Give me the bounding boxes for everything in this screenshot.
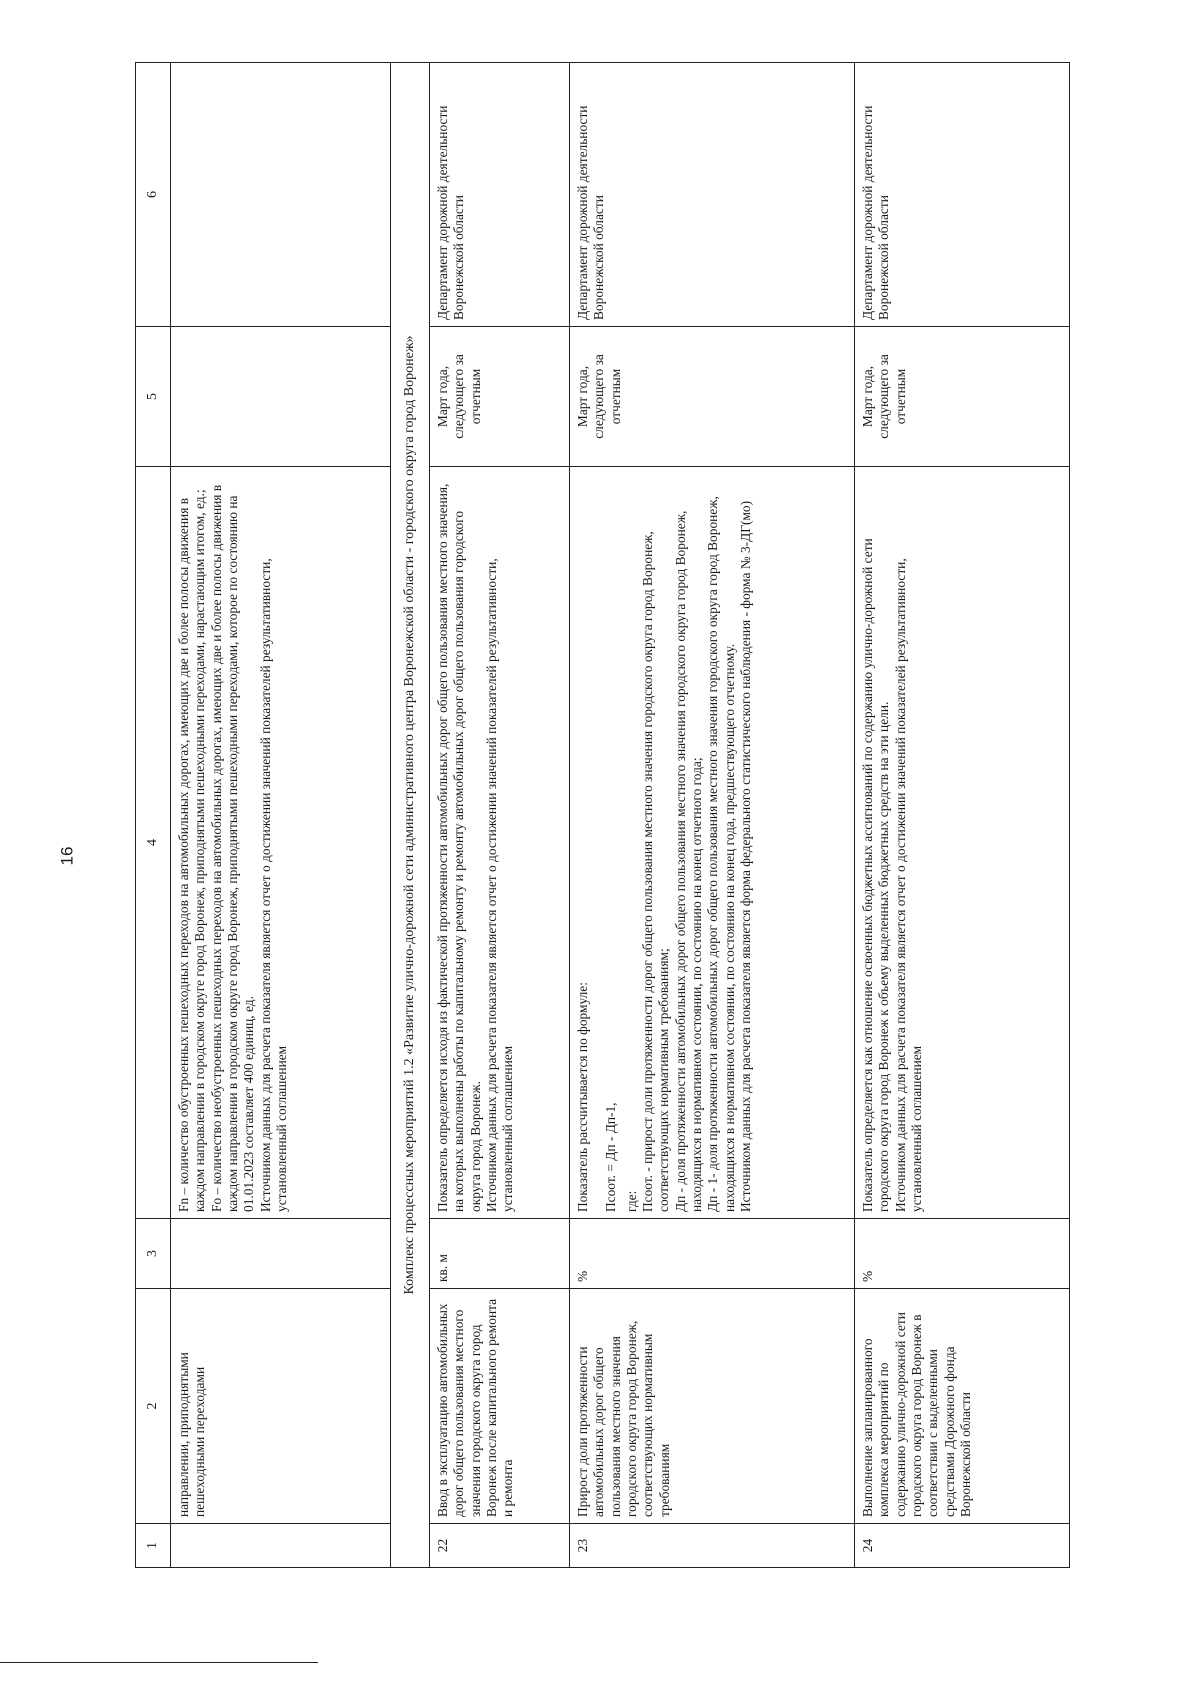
table-row [855, 63, 1070, 1568]
unit-cell: % [570, 1219, 855, 1289]
responsible-cell: Департамент дорожной деятельности Воронежской области [855, 63, 1070, 327]
method-cell [430, 467, 570, 1219]
header-cell-3: 3 [136, 1219, 171, 1289]
header-cell-1: 1 [136, 1524, 171, 1568]
row-number [171, 1524, 391, 1568]
section-row [391, 63, 430, 1568]
responsible-cell [171, 63, 391, 327]
unit-cell [171, 1219, 391, 1289]
method-line: Источником данных для расчета показателя является отчет о достижении значений показателей результативности, установленный соглашением [257, 558, 290, 1212]
method-cell [171, 467, 391, 1219]
unit-cell: кв. м [430, 1219, 570, 1289]
unit-cell: % [855, 1219, 1070, 1289]
term-cell [171, 327, 391, 467]
method-cell [855, 467, 1070, 1219]
indicator-name: Ввод в эксплуатацию автомобильных дорог общего пользования местного значения городского округа город Воронеж после капитального ремонта и ремонта [430, 1289, 570, 1524]
responsible-cell: Департамент дорожной деятельности Воронежской области [430, 63, 570, 327]
header-cell-2: 2 [136, 1289, 171, 1524]
bottom-rule [0, 1662, 318, 1663]
method-line: Fo – количество необустроенных пешеходных переходов на автомобильных дорогах, имеющих две и более полосы движения в каждом направлении в городском округе город Воронеж, приподнятыми пешеходными переходами, которое по состоянию на 01.01.2023 составляет 400 единиц, ед. [208, 484, 257, 1212]
term-cell: Март года, следующего за отчетным [570, 327, 855, 467]
method-line: Псоот. - прирост доли протяженности дорог общего пользования местного значения городского округа город Воронеж, соответствующих нормативным требованиям; [640, 531, 672, 1212]
method-line: Источником данных для расчета показателя является отчет о достижении значений показателей результативности, установленный соглашением [892, 558, 925, 1212]
page-number: 16 [57, 846, 77, 866]
indicator-name: Прирост доли протяженности автомобильных дорог общего пользования местного значения городского округа город Воронеж, соответствующих нормативным требованиям [570, 1289, 855, 1524]
term-cell: Март года, следующего за отчетным [430, 327, 570, 467]
indicator-name: направлении, приподнятыми пешеходными переходами [171, 1289, 391, 1524]
indicator-name: Выполнение запланированного комплекса мероприятий по содержанию улично-дорожной сети городского округа город Воронеж в соответствии с выделенными средствами Дорожного фонда Воронежской области [855, 1289, 1070, 1524]
method-line: Источником данных для расчета показателя является форма федерального статистического наблюдения - форма № 3-ДГ(мо) [738, 500, 754, 1212]
table-row [570, 63, 855, 1568]
row-number: 22 [430, 1524, 570, 1568]
section-title: Комплекс процессных мероприятий 1.2 «Развитие улично-дорожной сети административного центра Воронежской области - городского округа город Воронеж» [391, 63, 430, 1568]
rotated-table-container [135, 63, 1070, 1568]
method-intro: Показатель рассчитывается по формуле: [575, 982, 590, 1212]
header-cell-6: 6 [136, 63, 171, 327]
indicator-table [135, 62, 1070, 1568]
header-cell-4: 4 [136, 467, 171, 1219]
method-line: Дп - доля протяженности автомобильных дорог общего пользования местного значения городского округа город Воронеж, находящихся в нормативном состоянии, по состоянию на конец отчетного года; [672, 510, 705, 1212]
header-cell-5: 5 [136, 327, 171, 467]
header-row [136, 63, 171, 1568]
method-line: Fn – количество обустроенных пешеходных переходов на автомобильных дорогах, имеющих две и более полосы движения в каждом направлении в городском округе город Воронеж, приподнятыми пешеходными переходами, нарастающим итогом, ед.; [176, 489, 208, 1212]
method-cell [570, 467, 855, 1219]
row-number: 24 [855, 1524, 1070, 1568]
responsible-cell: Департамент дорожной деятельности Воронежской области [570, 63, 855, 327]
term-cell: Март года, следующего за отчетным [855, 327, 1070, 467]
table-row [430, 63, 570, 1568]
method-line: Дп - 1- доля протяженности автомобильных дорог общего пользования местного значения городского округа город Воронеж, находящихся в нормативном состоянии, по состоянию на конец года, предшествующего отчетному. [705, 496, 737, 1212]
method-line: Показатель определяется исходя из фактической протяженности автомобильных дорог общего пользования местного значения, на которых выполнены работы по капитальному ремонту и ремонту автомобильных дорог общего пользования городского округа город Воронеж. [435, 483, 483, 1212]
continued-row [171, 63, 391, 1568]
method-line: Источником данных для расчета показателя является отчет о достижении значений показателей результативности, установленный соглашением [484, 558, 516, 1212]
row-number: 23 [570, 1524, 855, 1568]
method-line: Показатель определяется как отношение освоенных бюджетных ассигнований по содержанию улично-дорожной сети городского округа город Воронеж к объему выделенных бюджетных средств на эти цели. [860, 538, 892, 1212]
formula: Псоот. = Дп - Дп-1, [603, 1102, 619, 1212]
method-line: где: [623, 1190, 639, 1212]
